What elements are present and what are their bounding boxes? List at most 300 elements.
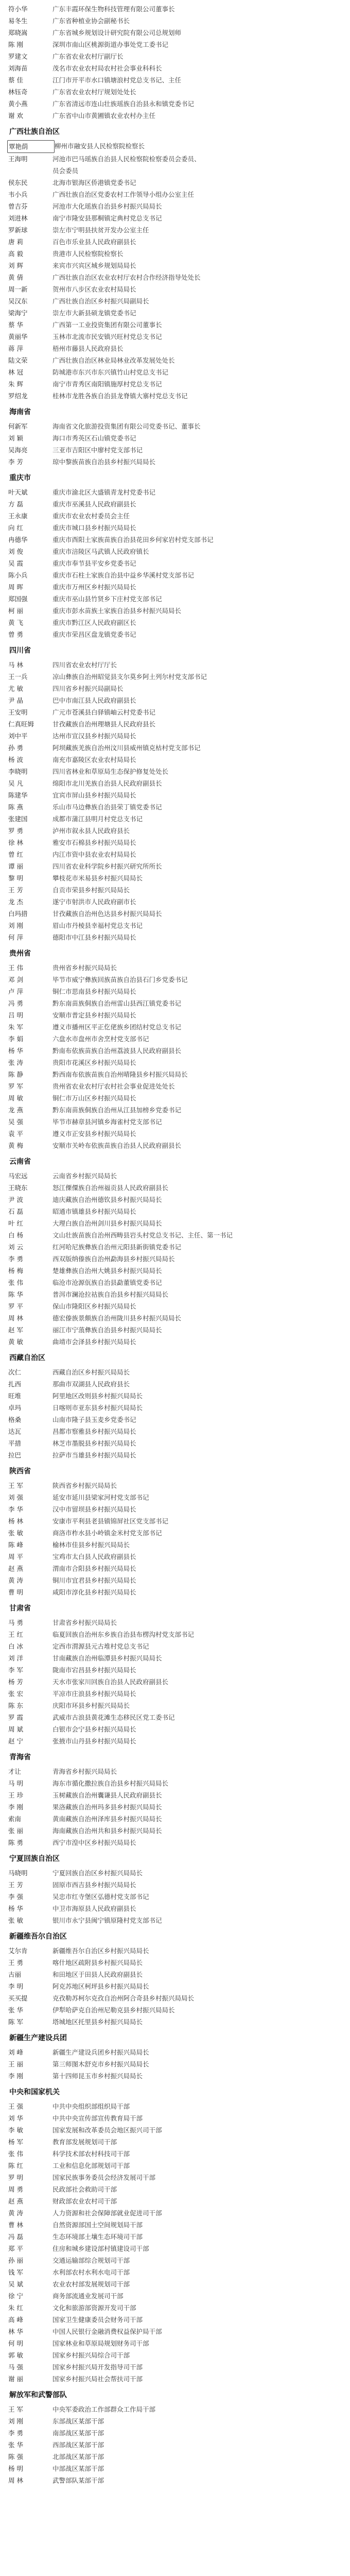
list-item <box>7 432 345 444</box>
list-item <box>7 557 345 569</box>
person-name: 王晓东 <box>8 1184 28 1192</box>
person-name: 周 林 <box>8 1314 23 1322</box>
person-name: 黄 涛 <box>8 2209 23 2217</box>
person-name: 周 平 <box>8 1553 23 1561</box>
person-name: 张建国 <box>8 815 28 823</box>
list-item <box>7 1182 345 1194</box>
list-item <box>7 1437 345 1449</box>
person-title: 达州市宣汉县乡村振兴局局长 <box>52 732 136 740</box>
person-title: 阿克苏地区柯坪县乡村振兴局局长 <box>52 1982 149 1990</box>
list-item <box>7 718 345 730</box>
person-title: 中共中央宣传部宣传教育局干部 <box>52 2114 143 2122</box>
section <box>7 3 345 122</box>
person-title: 广西壮族自治区乡村振兴局副局长 <box>52 297 149 305</box>
list-item <box>7 1903 345 1914</box>
list-item <box>7 212 345 224</box>
list-item <box>7 486 345 498</box>
list-item <box>7 1551 345 1563</box>
person-title: 甘肃省乡村振兴局局长 <box>52 1619 117 1626</box>
list-item <box>7 2195 345 2207</box>
list-item <box>7 2183 345 2195</box>
person-name: 何 明 <box>8 2340 23 2347</box>
person-title: 果洛藏族自治州玛多县乡村振兴局局长 <box>52 1803 162 1811</box>
list-item <box>7 860 345 872</box>
list-item <box>7 1664 345 1676</box>
list-item <box>7 1069 345 1080</box>
list-item <box>7 1194 345 1206</box>
list-item <box>7 1229 345 1241</box>
section <box>7 1465 345 1598</box>
list-item <box>7 1801 345 1813</box>
person-name: 周 林 <box>8 2477 23 2484</box>
person-title: 和田地区于田县人民政府副县长 <box>52 1971 143 1978</box>
person-title: 玉林市北流市民安镇兴旺村党总支书记 <box>52 333 162 341</box>
person-name: 陈 峰 <box>8 1541 23 1549</box>
person-name: 罗新球 <box>8 226 28 234</box>
person-name: 罗 平 <box>8 1302 23 1310</box>
list-item <box>7 1140 345 1151</box>
list-item <box>7 2070 345 2082</box>
person-name: 陈 军 <box>8 2018 23 2026</box>
list-item <box>7 200 345 212</box>
person-name: 周一新 <box>8 285 28 293</box>
section-heading: 重庆市 <box>9 474 31 482</box>
person-name: 郑国强 <box>8 595 28 603</box>
list-item <box>7 50 345 62</box>
person-name: 张 华 <box>8 2441 23 2449</box>
person-name: 吴汉东 <box>8 297 28 305</box>
section-heading: 海南省 <box>9 408 31 416</box>
person-name: 黄 梅 <box>8 1142 23 1149</box>
list-item <box>7 1312 345 1324</box>
person-title: 迪庆藏族自治州德钦县乡村振兴局局长 <box>52 1196 162 1204</box>
person-name: 尤 敏 <box>8 685 23 692</box>
person-title: 教育部发展规划司干部 <box>52 2138 117 2146</box>
person-name: 旺堆 <box>8 1392 22 1400</box>
person-title: 陇南市宕昌县乡村振兴局局长 <box>52 1666 136 1674</box>
person-name: 钱 军 <box>8 2268 23 2276</box>
person-title: 江门市开平市水口镇塘浪村党总支书记、主任 <box>52 76 182 84</box>
person-title: 文化和旅游部资源开发司干部 <box>52 2304 136 2312</box>
person-title: 克孜勒苏柯尔克孜自治州阿合奇县乡村振兴局局长 <box>52 1994 195 2002</box>
person-title: 水利部农村水利水电司干部 <box>52 2268 130 2276</box>
person-title: 曲靖市会泽县乡村振兴局局长 <box>52 1338 136 1346</box>
person-name: 白玛措 <box>8 910 28 918</box>
person-name: 格桑 <box>8 1416 22 1423</box>
person-name: 刘 强 <box>8 1494 23 1501</box>
person-title: 楚雄彝族自治州大姚县乡村振兴局局长 <box>52 1267 162 1275</box>
person-title: 中国人民银行金融消费权益保护局干部 <box>52 2328 162 2335</box>
person-title: 重庆市涪陵区马武镇人民政府镇长 <box>52 548 149 555</box>
list-item <box>7 849 345 860</box>
list-item <box>7 15 345 27</box>
person-title: 攀枝花市米易县乡村振兴局局长 <box>52 874 143 882</box>
person-name: 杨 华 <box>8 1905 23 1912</box>
person-title: 伊犁哈萨克自治州尼勒克县乡村振兴局局长 <box>52 2006 175 2014</box>
person-title: 广东省中山市黄圃镇农业农村办主任 <box>52 112 156 120</box>
person-name: 张 丽 <box>8 1827 23 1835</box>
section-heading: 新疆维吾尔自治区 <box>9 1933 67 1941</box>
person-name: 王一兵 <box>8 673 28 681</box>
person-name: 冉德华 <box>8 536 28 544</box>
section-heading: 解放军和武警部队 <box>9 2391 67 2399</box>
person-title: 阿坝藏族羌族自治州汶川县威州镇克枯村党支部书记 <box>52 744 201 752</box>
person-name: 刘 峰 <box>8 2048 23 2056</box>
list-item <box>7 2266 345 2278</box>
person-name: 杨 波 <box>8 756 23 764</box>
person-name: 陈 燕 <box>8 803 23 811</box>
person-name: 曹 林 <box>8 2221 23 2229</box>
person-title: 海南藏族自治州共和县乡村振兴局局长 <box>52 1827 162 1835</box>
person-title: 广东省城乡规划设计研究院有限公司总规划师 <box>52 29 182 37</box>
person-name: 马晓明 <box>8 1869 28 1877</box>
person-name: 向 红 <box>8 524 23 532</box>
list-item <box>7 177 345 189</box>
person-title: 新疆生产建设兵团乡村振兴局局长 <box>52 2048 149 2056</box>
list-item <box>7 153 345 165</box>
person-name: 刘 洋 <box>8 1654 23 1662</box>
person-title: 广东丰霞环保生物科技管理有限公司董事长 <box>52 5 175 13</box>
person-title: 广西壮族自治区农业农村厅农村合作经济指导处处长 <box>52 274 201 281</box>
list-item <box>7 1265 345 1277</box>
person-title: 海南省文化旅游投资集团有限公司党委书记、董事长 <box>52 422 201 430</box>
person-title: 交通运输部综合规划司干部 <box>52 2257 130 2264</box>
person-name: 曹 明 <box>8 1588 23 1596</box>
person-title: 重庆市黔江区人民政府副区长 <box>52 619 136 626</box>
list-item <box>7 39 345 50</box>
list-item <box>7 1104 345 1116</box>
person-name: 冯 磊 <box>8 2233 23 2241</box>
list-item <box>7 1837 345 1849</box>
person-title: 武警部队某部干部 <box>52 2477 104 2484</box>
person-title: 阿里地区改则县乡村振兴局局长 <box>52 1392 143 1400</box>
list-item <box>7 671 345 683</box>
person-title: 昭通市镇雄县乡村振兴局局长 <box>52 1208 136 1215</box>
list-item <box>7 86 345 98</box>
list-item <box>7 986 345 997</box>
list-item <box>7 1957 345 1969</box>
list-item <box>7 1789 345 1801</box>
person-name: 郑 平 <box>8 2245 23 2252</box>
person-name: 唐 莉 <box>8 238 23 246</box>
person-title: 白银市会宁县乡村振兴局局长 <box>52 1725 136 1733</box>
person-name: 马宏远 <box>8 1172 28 1180</box>
person-title: 武威市古浪县黄花滩生态移民区党工委书记 <box>52 1714 175 1721</box>
list-item <box>7 2255 345 2266</box>
list-item <box>7 1021 345 1033</box>
list-item <box>7 920 345 931</box>
person-name: 张 涛 <box>8 1059 23 1066</box>
person-name: 李 华 <box>8 1505 23 1513</box>
person-title: 西宁市湟中区乡村振兴局局长 <box>52 1839 136 1846</box>
list-item <box>7 1414 345 1426</box>
person-title: 重庆市奉节县平安乡党委书记 <box>52 560 136 567</box>
person-name: 易冬生 <box>8 17 28 25</box>
person-name: 杨 明 <box>8 2465 23 2472</box>
list-item <box>7 2314 345 2326</box>
person-title: 新疆维吾尔自治区乡村振兴局局长 <box>52 1947 149 1955</box>
person-title: 雅安市石棉县乡村振兴局局长 <box>52 839 136 846</box>
person-name: 张 华 <box>8 2006 23 2014</box>
list-item <box>7 777 345 789</box>
person-title: 茂名市农业农村局农村社会事业科科长 <box>52 64 162 72</box>
person-name: 张 敏 <box>8 1529 23 1537</box>
person-name: 陈 强 <box>8 2453 23 2461</box>
person-title: 广西壮族自治区林业局林业改革发展处处长 <box>52 357 175 364</box>
person-title: 北部战区某部干部 <box>52 2453 104 2461</box>
person-title: 河池市大化瑶族自治县乡村振兴局局长 <box>52 202 162 210</box>
list-item <box>7 2337 345 2349</box>
person-title: 来宾市兴宾区城乡规划局局长 <box>52 262 136 269</box>
person-title: 百色市乐业县人民政府副县长 <box>52 238 136 246</box>
person-name: 刘 辉 <box>8 262 23 269</box>
person-title: 广东省农业农村厅规划处处长 <box>52 88 136 96</box>
person-name: 王 珍 <box>8 1791 23 1799</box>
list-item <box>7 2124 345 2136</box>
list-item <box>7 2016 345 2028</box>
person-title: 重庆市万州区乡村振兴局局长 <box>52 583 136 591</box>
person-title: 遵义市播州区平正仡佬族乡团结村党总支书记 <box>52 1023 182 1031</box>
section-heading: 四川省 <box>9 647 31 655</box>
person-name: 赵 燕 <box>8 1565 23 1572</box>
person-name: 白 冰 <box>8 1642 23 1650</box>
person-name: 朱 辉 <box>8 380 23 388</box>
person-name: 陈 刚 <box>8 41 23 48</box>
list-item <box>7 1009 345 1021</box>
person-name: 卢 萍 <box>8 988 23 995</box>
list-item <box>7 2475 345 2486</box>
person-title: 重庆市渝北区大盛镇青龙村党委书记 <box>52 488 156 496</box>
list-item <box>7 2148 345 2160</box>
person-name: 陈 红 <box>8 2162 23 2170</box>
person-title: 广西壮族自治区党委农村工作领导小组办公室主任 <box>52 191 195 198</box>
person-title: 临沧市沧源佤族自治县勐董镇党委书记 <box>52 1279 162 1286</box>
person-title: 住房和城乡建设部村镇建设司干部 <box>52 2245 149 2252</box>
person-name: 侯东民 <box>8 179 28 187</box>
person-title: 凉山彝族自治州昭觉县支尔莫乡阿土列尔村党支部书记 <box>52 673 207 681</box>
person-name: 李 明 <box>8 1982 23 1990</box>
person-name: 黄 飞 <box>8 619 23 626</box>
list-item <box>7 581 345 593</box>
person-name: 刘 俊 <box>8 548 23 555</box>
person-name: 次仁 <box>8 1368 22 1376</box>
person-name: 李 刚 <box>8 2072 23 2080</box>
person-title: 甘孜藏族自治州理塘县人民政府县长 <box>52 720 156 728</box>
list-item <box>7 837 345 849</box>
list-item <box>7 766 345 777</box>
list-item <box>7 1700 345 1711</box>
person-title: 梧州市藤县人民政府县长 <box>52 345 124 352</box>
person-title: 广元市苍溪县白驿镇岫云村党委书记 <box>52 708 156 716</box>
person-name: 卓玛 <box>8 1404 22 1412</box>
list-item <box>7 2403 345 2415</box>
list-item <box>7 825 345 837</box>
person-title: 贵港市人民检察院检察长 <box>52 250 124 258</box>
list-item <box>7 2160 345 2172</box>
list-item <box>7 354 345 366</box>
list-item <box>7 617 345 629</box>
person-name: 拉巴 <box>8 1451 22 1459</box>
person-title: 日喀则市亚东县乡村振兴局局长 <box>52 1404 143 1412</box>
person-name: 马 明 <box>8 1780 23 1787</box>
person-title: 贵州省农业农村厅农村社会事业促进处处长 <box>52 1082 175 1090</box>
list-item <box>7 1711 345 1723</box>
list-item <box>7 2172 345 2183</box>
list-item <box>7 522 345 534</box>
list-item <box>7 694 345 706</box>
person-name: 罗绍龙 <box>8 392 28 400</box>
person-title: 拉萨市当雄县乡村振兴局局长 <box>52 1451 136 1459</box>
person-title: 咸阳市淳化县乡村振兴局局长 <box>52 1588 136 1596</box>
person-title: 四川省林业和草原局生态保护修复处处长 <box>52 768 169 775</box>
list-item <box>7 2058 345 2070</box>
person-title: 黔南布依族苗族自治州荔波县人民政府副县长 <box>52 1047 182 1055</box>
person-name: 王安明 <box>8 708 28 716</box>
person-title: 昌都市察雅县乡村振兴局局长 <box>52 1428 136 1435</box>
person-title: 中部战区某部干部 <box>52 2465 104 2472</box>
person-name: 王 强 <box>8 2103 23 2110</box>
person-name: 索南 <box>8 1815 22 1823</box>
person-title: 西部战区某部干部 <box>52 2441 104 2449</box>
list-item <box>7 343 345 354</box>
person-name: 冯 勇 <box>8 999 23 1007</box>
person-name <box>7 165 52 177</box>
list-item <box>7 1217 345 1229</box>
person-title: 林芝市墨脱县乡村振兴局局长 <box>52 1439 136 1447</box>
person-title: 榆林市佳县乡村振兴局局长 <box>52 1541 130 1549</box>
list-item <box>7 1735 345 1747</box>
person-title: 内江市资中县农业农村局局长 <box>52 851 136 858</box>
person-title: 庆阳市环县乡村振兴局局长 <box>52 1702 130 1709</box>
person-title: 中共中央组织部组织局干部 <box>52 2103 130 2110</box>
list-item <box>7 1825 345 1837</box>
person-title: 第三师图木舒克市乡村振兴局局长 <box>52 2060 149 2068</box>
list-item <box>7 629 345 640</box>
list-item <box>7 1033 345 1045</box>
list-item <box>7 236 345 248</box>
list-item <box>7 27 345 39</box>
person-title: 山南市隆子县玉麦乡党委书记 <box>52 1416 136 1423</box>
person-name: 韦小兵 <box>8 191 28 198</box>
list-item <box>7 1324 345 1336</box>
person-title: 固原市西吉县乡村振兴局局长 <box>52 1881 136 1889</box>
section-heading: 西藏自治区 <box>9 1354 45 1362</box>
list-item <box>7 884 345 896</box>
person-title: 科学技术部农村科技司干部 <box>52 2150 130 2158</box>
list-item <box>7 997 345 1009</box>
person-name: 马 林 <box>8 661 23 669</box>
person-title: 崇左市大新县硕龙镇党委书记 <box>52 309 136 317</box>
list-item <box>7 2112 345 2124</box>
person-title: 黔东南苗族侗族自治州雷山县西江镇党委书记 <box>52 999 182 1007</box>
list-item <box>7 730 345 742</box>
person-name: 吴海亮 <box>8 446 28 454</box>
person-title: 员会委员 <box>52 167 79 175</box>
person-name: 刘 颖 <box>8 434 23 442</box>
person-title: 海口市秀英区石山镇党委书记 <box>52 434 136 442</box>
list-item <box>7 2243 345 2255</box>
list-item <box>7 1289 345 1300</box>
person-name: 杨 军 <box>8 2138 23 2146</box>
list-item <box>7 224 345 236</box>
person-title: 德宏傣族景颇族自治州陇川县乡村振兴局局长 <box>52 1314 182 1322</box>
list-item <box>7 2231 345 2243</box>
person-title: 重庆市石柱土家族自治县中益乡华溪村党支部书记 <box>52 571 195 579</box>
person-name: 罗 明 <box>8 2174 23 2181</box>
person-title: 重庆市农业农村委员会主任 <box>52 512 130 520</box>
person-title: 海东市循化撒拉族自治县乡村振兴局局长 <box>52 1780 169 1787</box>
list-item <box>7 140 345 153</box>
person-name: 刘 华 <box>8 2114 23 2122</box>
person-title: 重庆市彭水苗族土家族自治县乡村振兴局局长 <box>52 607 182 615</box>
person-name: 谢 欢 <box>8 112 23 120</box>
person-name: 张 伟 <box>8 2150 23 2158</box>
person-title: 天水市张家川回族自治县人民政府副县长 <box>52 1678 169 1686</box>
person-name: 白 杨 <box>8 1231 23 1239</box>
list-item <box>7 974 345 986</box>
list-item <box>7 378 345 390</box>
list-item <box>7 1945 345 1957</box>
person-name: 邓 剑 <box>8 976 23 984</box>
person-name: 李 敏 <box>8 2126 23 2134</box>
list-item <box>7 1206 345 1217</box>
list-item <box>7 420 345 432</box>
person-title: 大理白族自治州剑川县乡村振兴局局长 <box>52 1219 162 1227</box>
list-item <box>7 1766 345 1777</box>
list-item <box>7 789 345 801</box>
person-name: 李 勇 <box>8 2429 23 2437</box>
person-title: 塔城地区托里县乡村振兴局局长 <box>52 2018 143 2026</box>
section-heading: 云南省 <box>9 1158 31 1166</box>
list-item <box>7 801 345 813</box>
person-name: 陈 华 <box>8 1291 23 1298</box>
list-item <box>7 272 345 283</box>
section <box>7 2032 345 2082</box>
list-item <box>7 189 345 200</box>
list-item <box>7 1867 345 1879</box>
person-name: 林钰奇 <box>8 88 28 96</box>
person-name: 王 军 <box>8 1482 23 1489</box>
list-item <box>7 1629 345 1640</box>
person-name: 吴 凡 <box>8 779 23 787</box>
list-item <box>7 390 345 402</box>
list-item <box>7 1574 345 1586</box>
person-title: 临夏回族自治州东乡族自治县布楞沟村党支部书记 <box>52 1631 195 1638</box>
person-title: 四川省农业科学院乡村振兴研究所所长 <box>52 862 162 870</box>
person-title: 重庆市巫溪县人民政府副县长 <box>52 500 136 508</box>
person-title: 中卫市海原县人民政府副县长 <box>52 1905 136 1912</box>
person-title: 重庆市城口县乡村振兴局局长 <box>52 524 136 532</box>
section-heading: 甘肃省 <box>9 1604 31 1613</box>
person-title: 毕节市威宁彝族回族苗族自治县石门乡党委书记 <box>52 976 188 984</box>
person-name: 徐 宁 <box>8 2292 23 2300</box>
person-name: 李 娟 <box>8 1035 23 1043</box>
list-item <box>7 962 345 974</box>
person-name: 张 宏 <box>8 1690 23 1698</box>
person-name: 吴 霞 <box>8 560 23 567</box>
list-item <box>7 2290 345 2302</box>
person-title: 自然资源部国土空间规划局干部 <box>52 2221 143 2229</box>
person-name: 张 敏 <box>8 1917 23 1924</box>
person-name: 梁海宁 <box>8 309 28 317</box>
person-title: 南宁市隆安县那桐镇定典村党总支书记 <box>52 214 162 222</box>
person-title: 普洱市澜沧拉祜族自治县乡村振兴局局长 <box>52 1291 169 1298</box>
list-item <box>7 534 345 546</box>
person-title: 怒江傈僳族自治州福贡县人民政府副县长 <box>52 1184 169 1192</box>
person-name: 平措 <box>8 1439 22 1447</box>
section <box>7 2389 345 2486</box>
list-item <box>7 2136 345 2148</box>
